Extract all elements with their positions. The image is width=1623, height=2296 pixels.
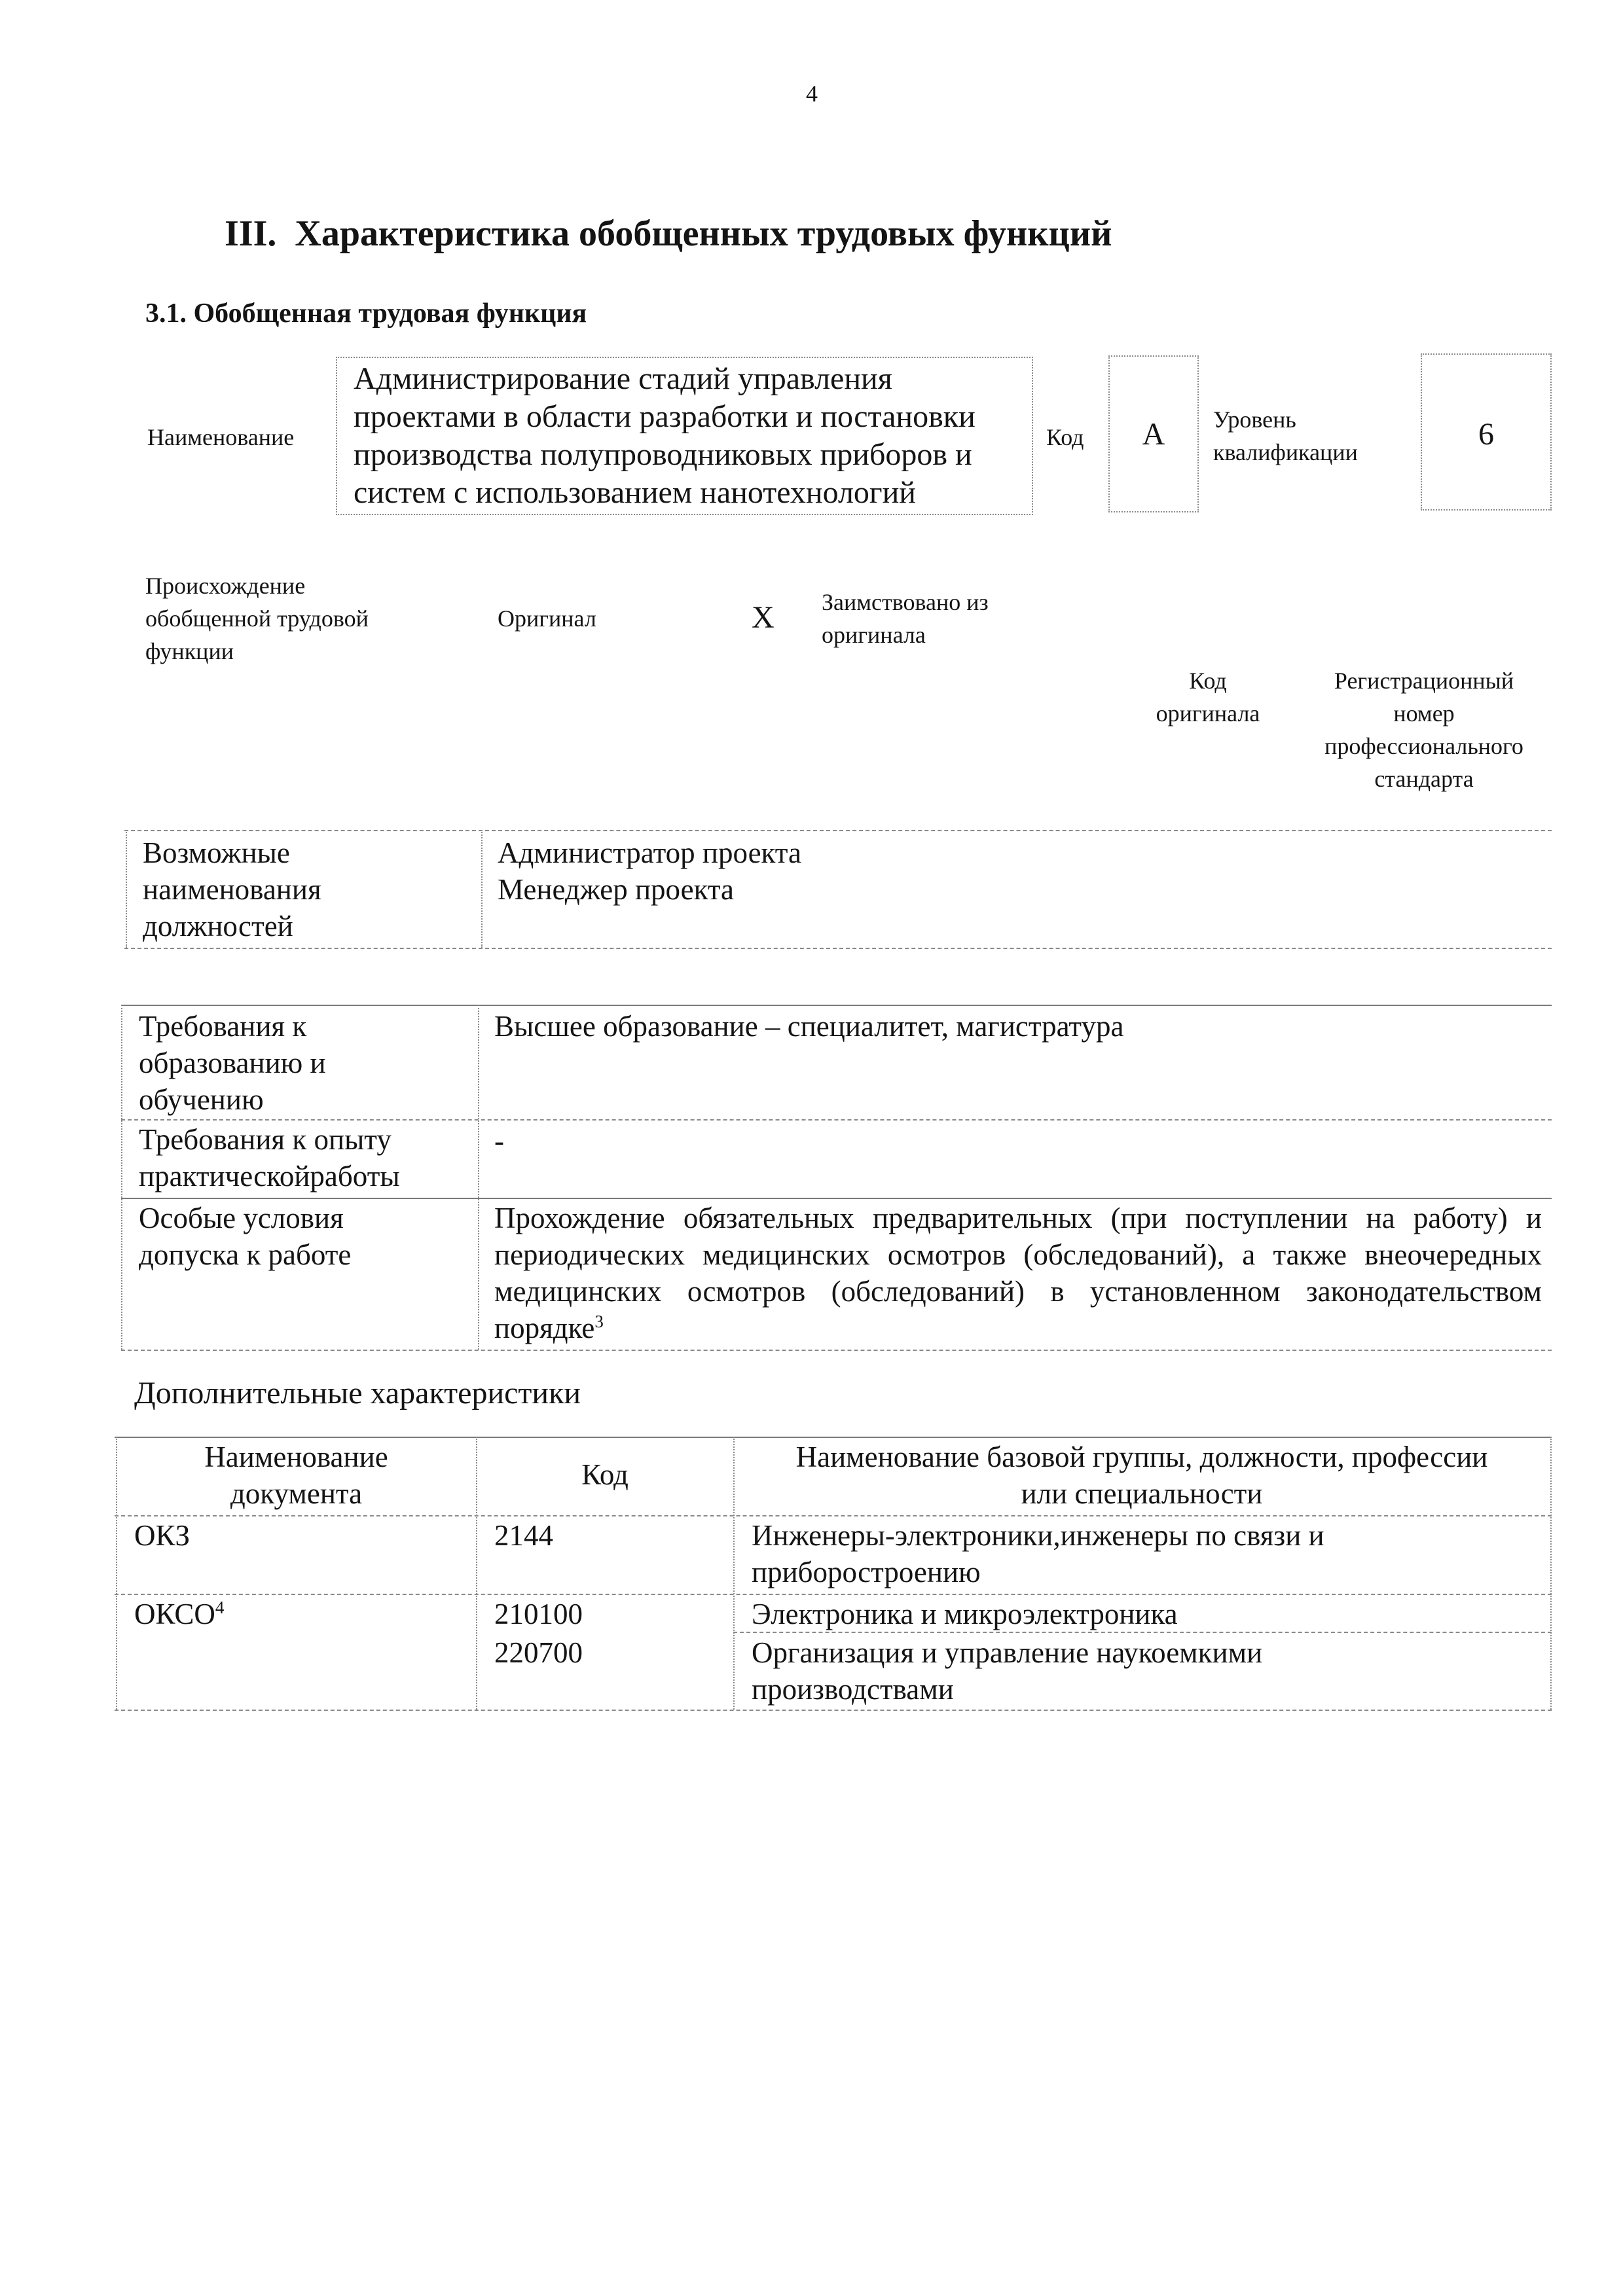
- header-doc: [118, 1439, 475, 1512]
- reg-number-label: [1293, 664, 1555, 795]
- origin-label-line: Происхождение: [145, 573, 306, 599]
- row-name-line: Инженеры-электроники,инженеры по связи и: [752, 1519, 1324, 1552]
- req-experience-label: [139, 1121, 400, 1194]
- header-doc-line: Наименование: [204, 1441, 388, 1473]
- req-label-line: обучению: [139, 1083, 264, 1116]
- req-special-text: Прохождение обязательных предварительных (при поступлении на работу) и периодических медицинских осмотров (обследований), а также внеочередных медицинских осмотров (обследований) в установленном законодательством порядке: [494, 1202, 1542, 1344]
- row-doc: ОКСО: [134, 1598, 215, 1630]
- level-label: [1213, 403, 1358, 469]
- positions-label-line: Возможные: [143, 836, 290, 869]
- header-name-line: Наименование базовой группы, должности, профессии: [795, 1441, 1488, 1473]
- code-label: Код: [1046, 424, 1084, 450]
- name-label: Наименование: [147, 424, 295, 450]
- req-row1-rule: [121, 1119, 1552, 1121]
- function-name-line: систем с использованием нанотехнологий: [354, 475, 916, 510]
- level-label-line: Уровень: [1213, 406, 1296, 433]
- function-name-line: Администрирование стадий управления: [354, 361, 892, 396]
- req-top-rule: [121, 1005, 1552, 1006]
- position-item: Администратор проекта: [498, 836, 801, 869]
- req-left-rule: [121, 1005, 122, 1350]
- row-name: [752, 1517, 1324, 1590]
- req-label-line: Требования к опыту: [139, 1123, 392, 1156]
- reg-number-line: Регистрационный: [1334, 668, 1514, 694]
- add-right-rule: [1550, 1437, 1552, 1710]
- additional-title: Дополнительные характеристики: [134, 1376, 581, 1410]
- header-doc-line: документа: [230, 1477, 363, 1510]
- reg-number-line: профессионального: [1324, 733, 1523, 759]
- function-name-line: проектами в области разработки и постановки: [354, 399, 976, 434]
- req-label-line: допуска к работе: [139, 1238, 352, 1271]
- row-name: [752, 1596, 1178, 1632]
- req-label-line: практическойработы: [139, 1160, 400, 1193]
- reg-number-line: стандарта: [1374, 766, 1474, 792]
- positions-label-line: наименования: [143, 873, 321, 906]
- header-code: Код: [581, 1458, 629, 1491]
- origin-label-line: обобщенной трудовой: [145, 605, 369, 632]
- req-education-value: Высшее образование – специалитет, магистратура: [494, 1010, 1124, 1043]
- origin-label: [145, 569, 369, 668]
- row-doc: ОКЗ: [134, 1519, 191, 1552]
- positions-mid-rule: [481, 830, 483, 948]
- req-label-line: образованию и: [139, 1047, 326, 1079]
- add-bottom-rule: [115, 1710, 1552, 1711]
- page-number: 4: [806, 81, 818, 107]
- add-mid-rule-1: [476, 1437, 477, 1710]
- footnote-marker: 3: [594, 1312, 604, 1331]
- req-special-value: [494, 1200, 1542, 1346]
- positions-label-line: должностей: [143, 910, 293, 942]
- table-row-doc: [134, 1517, 190, 1554]
- code-original-label: [1129, 664, 1286, 730]
- req-label-line: Требования к: [139, 1010, 307, 1043]
- positions-bottom-rule: [124, 948, 1552, 949]
- positions-top-rule: [124, 830, 1552, 831]
- reg-number-line: номер: [1393, 700, 1455, 726]
- original-label: Оригинал: [498, 605, 596, 632]
- positions-left-rule: [126, 830, 127, 948]
- row-code: 2144: [494, 1519, 553, 1552]
- req-bottom-rule: [121, 1350, 1552, 1351]
- add-top-rule: [115, 1437, 1552, 1438]
- req-experience-value: -: [494, 1124, 504, 1157]
- positions-values: [498, 834, 801, 908]
- row-name: [752, 1634, 1262, 1708]
- code-value: A: [1142, 417, 1165, 452]
- borrowed-label-line: оригинала: [822, 622, 926, 648]
- row-name-line: Организация и управление наукоемкими: [752, 1636, 1263, 1669]
- row-name-line: Электроника и микроэлектроника: [752, 1598, 1178, 1630]
- borrowed-label: [822, 586, 989, 651]
- level-value: 6: [1478, 417, 1494, 452]
- row-name-line: приборостроению: [752, 1556, 981, 1588]
- req-label-line: Особые условия: [139, 1202, 344, 1234]
- req-mid-rule: [478, 1005, 479, 1350]
- row-code: 220700: [494, 1636, 583, 1669]
- req-row2-rule: [121, 1198, 1552, 1199]
- req-education-label: [139, 1008, 326, 1118]
- header-name: [735, 1439, 1549, 1512]
- add-header-rule: [115, 1515, 1552, 1516]
- section-title: III. Характеристика обобщенных трудовых функций: [225, 213, 1112, 254]
- borrowed-label-line: Заимствовано из: [822, 589, 989, 615]
- row-name-line: производствами: [752, 1673, 954, 1706]
- table-row-doc: [134, 1596, 224, 1632]
- row-doc-footnote: 4: [215, 1598, 225, 1617]
- original-mark: X: [752, 600, 775, 635]
- add-left-rule: [116, 1437, 117, 1710]
- add-row1-rule: [115, 1594, 1552, 1595]
- req-special-label: [139, 1200, 351, 1273]
- code-original-line: оригинала: [1156, 700, 1260, 726]
- code-original-line: Код: [1189, 668, 1227, 694]
- level-label-line: квалификации: [1213, 439, 1358, 465]
- header-name-line: или специальности: [1021, 1477, 1263, 1510]
- origin-label-line: функции: [145, 638, 234, 664]
- row-code: 210100: [494, 1598, 583, 1630]
- position-item: Менеджер проекта: [498, 873, 735, 906]
- function-name: [354, 360, 1028, 512]
- subsection-title: 3.1. Обобщенная трудовая функция: [145, 298, 587, 329]
- function-name-line: производства полупроводниковых приборов и: [354, 437, 972, 472]
- positions-label: [143, 834, 321, 944]
